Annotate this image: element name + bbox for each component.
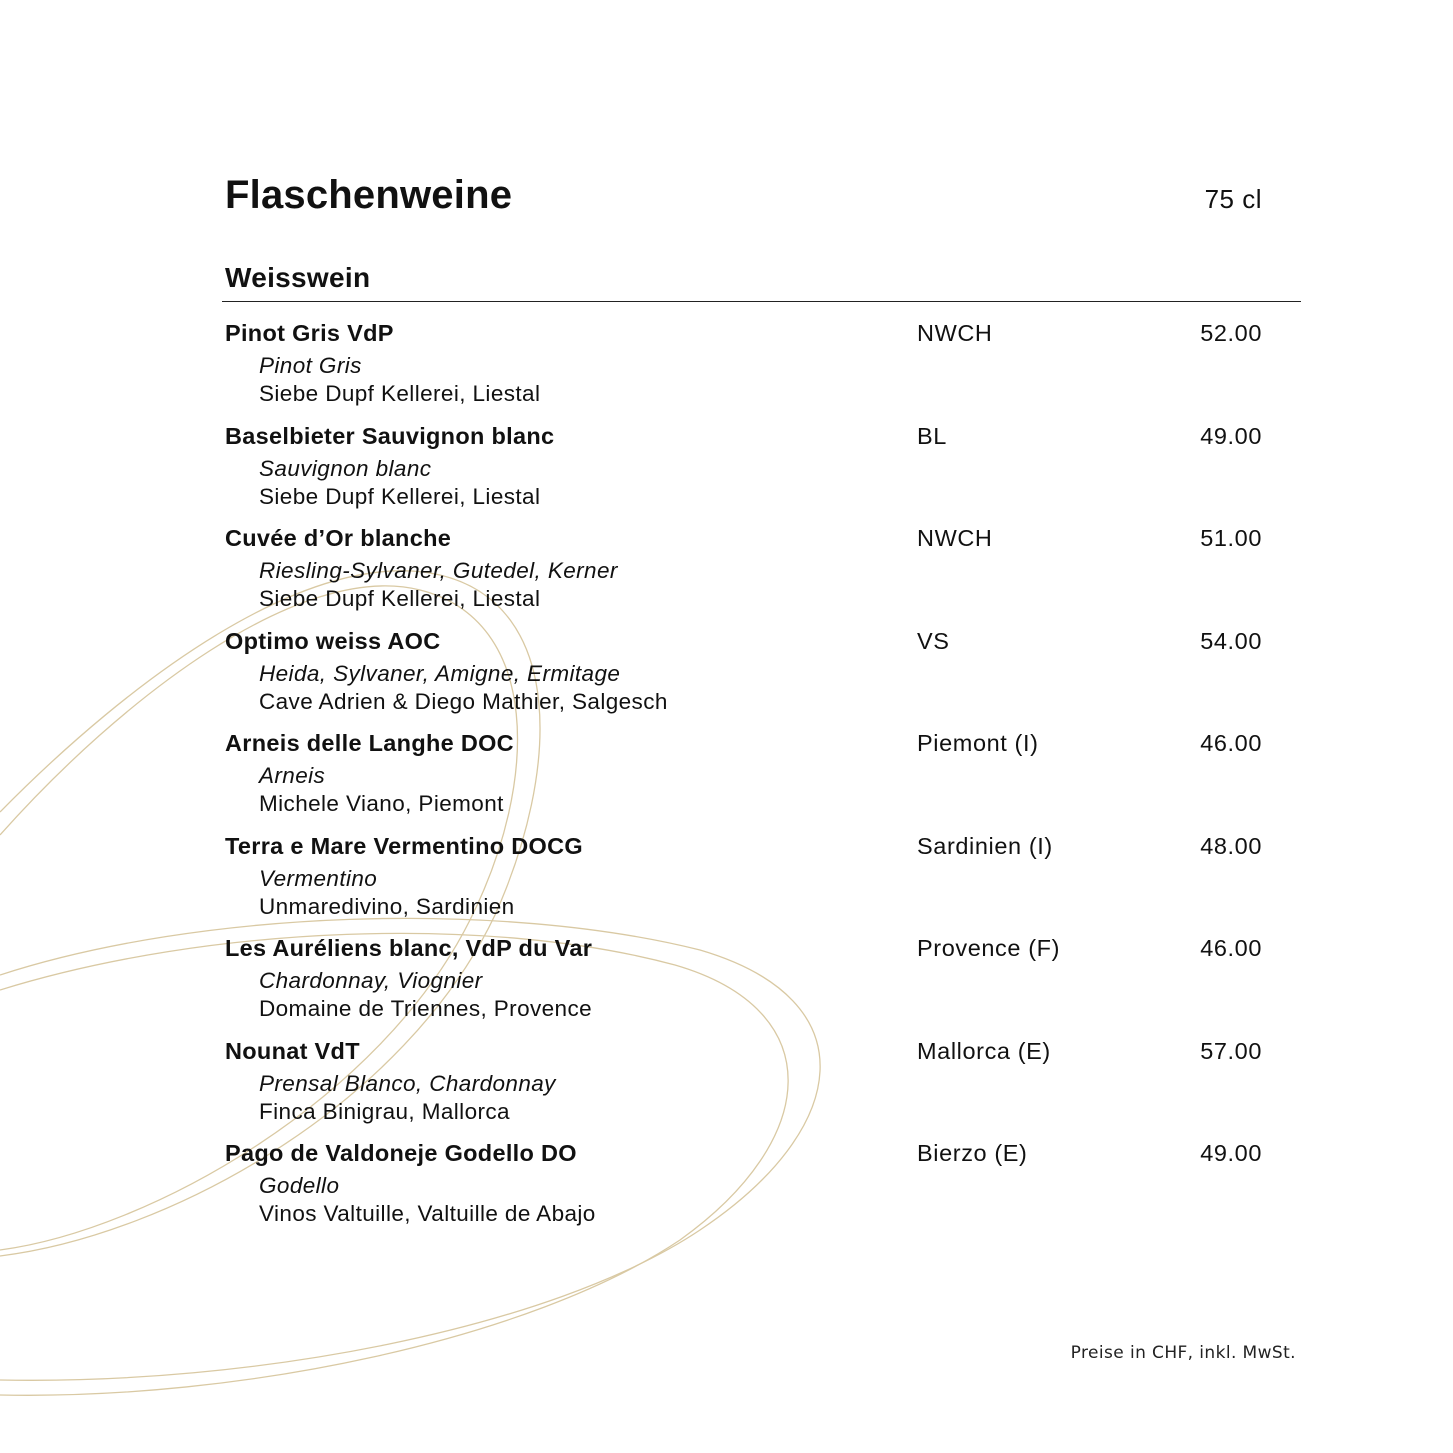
wine-region: Mallorca (E): [917, 1038, 1051, 1064]
section-title: Weisswein: [225, 262, 371, 293]
wine-name: Cuvée d’Or blanche: [225, 525, 452, 551]
wine-producer: Domaine de Triennes, Provence: [259, 996, 593, 1021]
wine-region: NWCH: [917, 525, 993, 551]
wine-producer: Finca Binigrau, Mallorca: [259, 1099, 510, 1124]
wine-producer: Siebe Dupf Kellerei, Liestal: [259, 484, 541, 509]
wine-producer: Siebe Dupf Kellerei, Liestal: [259, 586, 541, 611]
wine-item: [0, 525, 1453, 625]
wine-item: [0, 628, 1453, 728]
wine-price: 57.00: [1200, 1038, 1262, 1064]
wine-grapes: Vermentino: [259, 866, 378, 891]
wine-grapes: Chardonnay, Viognier: [259, 968, 483, 993]
wine-name: Nounat VdT: [225, 1038, 360, 1064]
wine-region: VS: [917, 628, 950, 654]
wine-price: 48.00: [1200, 833, 1262, 859]
wine-name: Baselbieter Sauvignon blanc: [225, 423, 555, 449]
wine-name: Pinot Gris VdP: [225, 320, 394, 346]
wine-price: 46.00: [1200, 730, 1262, 756]
wine-name: Les Auréliens blanc, VdP du Var: [225, 935, 593, 961]
wine-producer: Siebe Dupf Kellerei, Liestal: [259, 381, 541, 406]
price-footnote: Preise in CHF, inkl. MwSt.: [1070, 1343, 1296, 1363]
wine-grapes: Riesling-Sylvaner, Gutedel, Kerner: [259, 558, 618, 583]
wine-price: 54.00: [1200, 628, 1262, 654]
wine-grapes: Sauvignon blanc: [259, 456, 432, 481]
wine-price: 49.00: [1200, 1140, 1262, 1166]
wine-item: [0, 320, 1453, 420]
wine-name: Arneis delle Langhe DOC: [225, 730, 514, 756]
wine-price: 51.00: [1200, 525, 1262, 551]
wine-price: 49.00: [1200, 423, 1262, 449]
wine-item: [0, 935, 1453, 1035]
wine-region: NWCH: [917, 320, 993, 346]
wine-grapes: Arneis: [259, 763, 326, 788]
wine-producer: Cave Adrien & Diego Mathier, Salgesch: [259, 689, 668, 714]
wine-name: Optimo weiss AOC: [225, 628, 441, 654]
wine-grapes: Heida, Sylvaner, Amigne, Ermitage: [259, 661, 621, 686]
wine-grapes: Prensal Blanco, Chardonnay: [259, 1071, 556, 1096]
wine-region: BL: [917, 423, 947, 449]
bottle-volume: 75 cl: [1204, 184, 1262, 214]
wine-grapes: Pinot Gris: [259, 353, 362, 378]
page-title: Flaschenweine: [225, 173, 513, 217]
wine-item: [0, 833, 1453, 933]
wine-price: 46.00: [1200, 935, 1262, 961]
wine-name: Pago de Valdoneje Godello DO: [225, 1140, 577, 1166]
wine-region: Provence (F): [917, 935, 1061, 961]
wine-producer: Vinos Valtuille, Valtuille de Abajo: [259, 1201, 596, 1226]
wine-region: Piemont (I): [917, 730, 1039, 756]
wine-grapes: Godello: [259, 1173, 340, 1198]
section-divider: [222, 301, 1301, 302]
wine-item: [0, 1038, 1453, 1138]
wine-item: [0, 730, 1453, 830]
wine-region: Bierzo (E): [917, 1140, 1028, 1166]
wine-item: [0, 1140, 1453, 1240]
wine-name: Terra e Mare Vermentino DOCG: [225, 833, 583, 859]
wine-item: [0, 423, 1453, 523]
wine-price: 52.00: [1200, 320, 1262, 346]
wine-region: Sardinien (I): [917, 833, 1053, 859]
wine-producer: Unmaredivino, Sardinien: [259, 894, 515, 919]
wine-producer: Michele Viano, Piemont: [259, 791, 504, 816]
